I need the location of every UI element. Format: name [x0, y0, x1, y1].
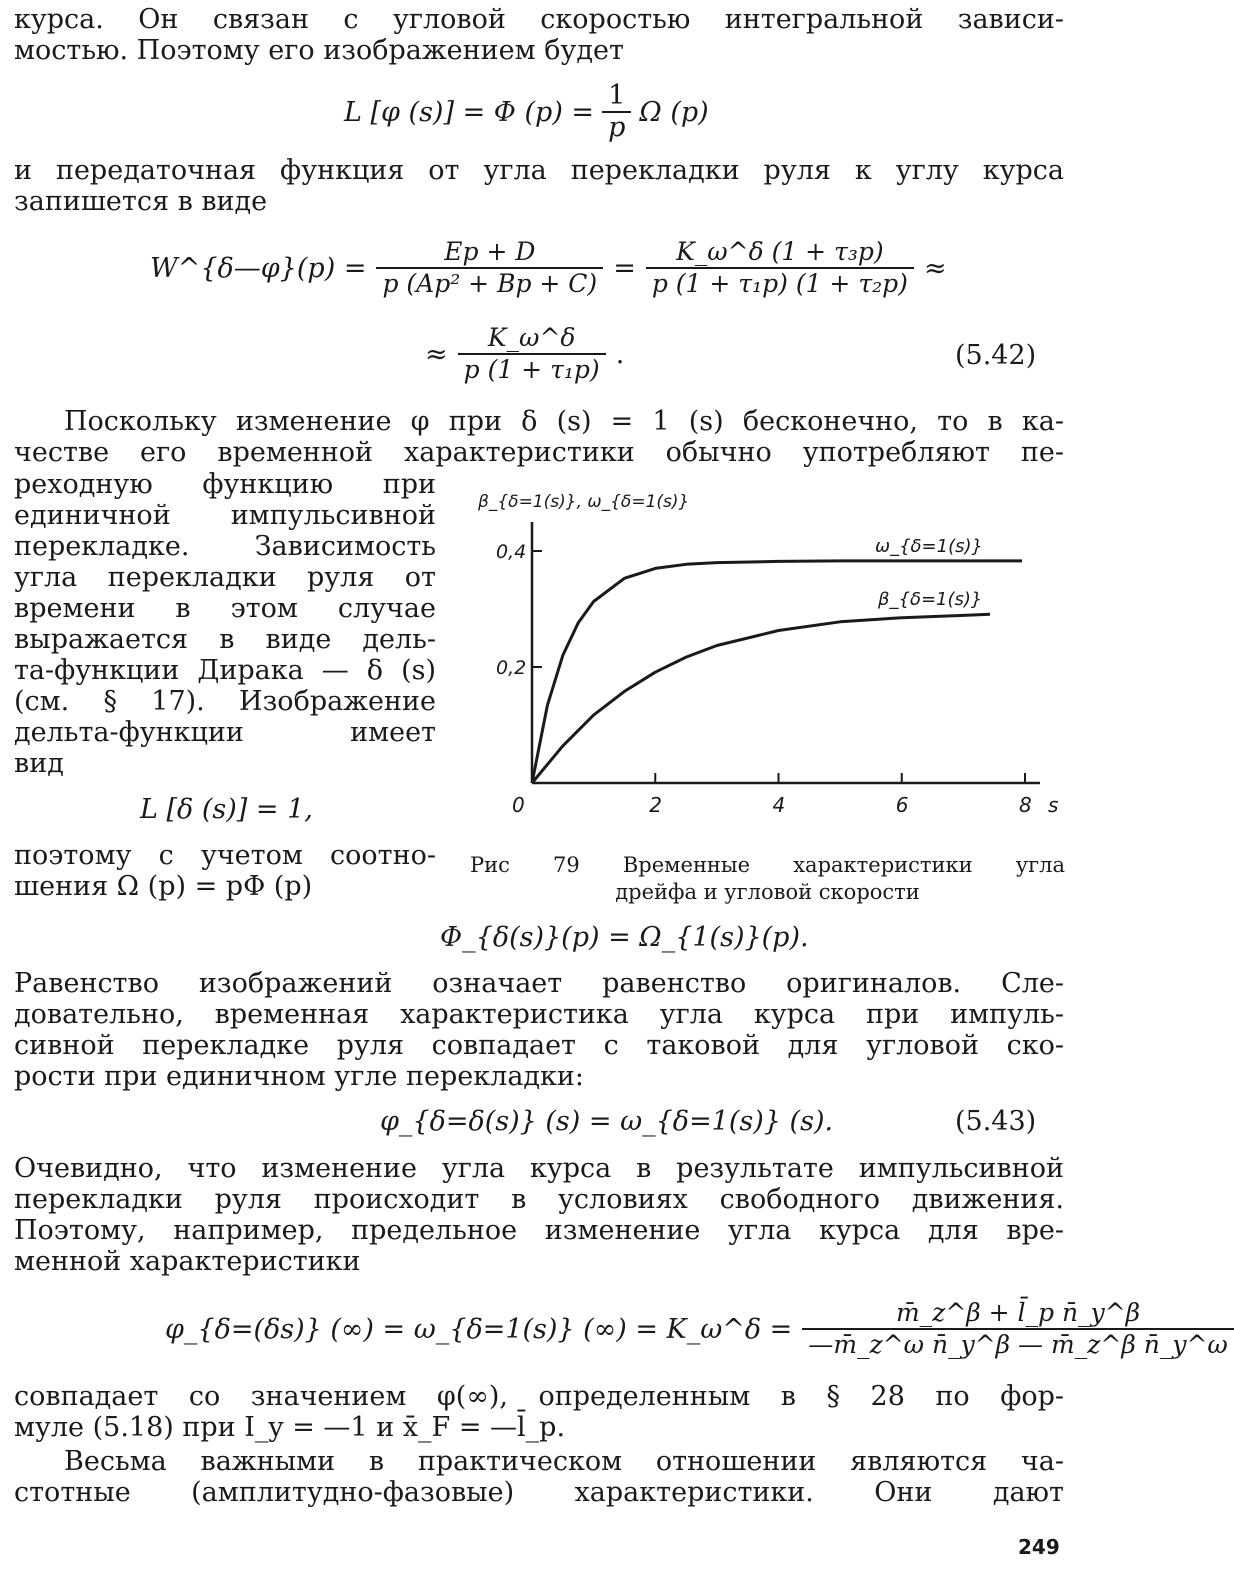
fraction: [646, 237, 914, 299]
x-tick-label: 0: [512, 793, 525, 817]
equation-number: (5.43): [955, 1106, 1037, 1137]
text-line: времени в этом случае: [14, 593, 436, 624]
equation-delta: L [δ (s)] = 1,: [140, 794, 313, 825]
text-line: шения Ω (p) = pΦ (p): [14, 871, 313, 902]
text-line: довательно, временная характеристика угла курса при импуль-: [14, 999, 1064, 1030]
caption-line: дрейфа и угловой скорости: [615, 880, 920, 904]
text-line: менной характеристики: [14, 1246, 361, 1277]
equation-phi: Φ_{δ(s)}(p) = Ω_{1(s)}(p).: [440, 922, 809, 953]
text-line: запишется в виде: [14, 186, 268, 217]
text-line: совпадает со значением φ(∞), определенным в § 28 по фор-: [14, 1381, 1064, 1412]
text-line: Очевидно, что изменение угла курса в результате импульсивной: [14, 1153, 1064, 1184]
text-line: честве его временной характеристики обычно употребляют пе-: [14, 437, 1064, 468]
equation-543: φ_{δ=δ(s)} (s) = ω_{δ=1(s)} (s).: [380, 1106, 834, 1137]
fraction-denominator: p: [608, 112, 626, 143]
fraction: [602, 81, 631, 143]
page-number: 249: [1018, 1535, 1060, 1559]
fraction-numerator: K_ω^δ: [458, 323, 606, 355]
text-line: перекладке. Зависимость: [14, 531, 436, 562]
fraction-numerator: K_ω^δ (1 + τ₃p): [646, 237, 914, 269]
text-line: та-функции Дирака — δ (s): [14, 655, 436, 686]
text-line: курса. Он связан с угловой скоростью интегральной зависи-: [14, 4, 1064, 35]
text-line: вид: [14, 748, 64, 779]
caption-line: Рис 79 Временные характеристики угла: [470, 853, 1065, 877]
equals-sign: =: [613, 252, 636, 284]
series-line: [532, 614, 990, 783]
text-line: угла перекладки руля от: [14, 562, 436, 593]
text-line: перекладки руля происходит в условиях свободного движения.: [14, 1184, 1064, 1215]
fraction-numerator: Ep + D: [376, 237, 603, 269]
fraction-numerator: 1: [602, 81, 631, 113]
text-line: поэтому с учетом соотно-: [14, 840, 436, 871]
text-line: реходную функцию при: [14, 469, 436, 500]
text-line: Поскольку изменение φ при δ (s) = 1 (s) бесконечно, то в ка-: [64, 406, 1064, 437]
text-line: Поэтому, например, предельное изменение угла курса для вре-: [14, 1215, 1064, 1246]
text-line: муле (5.18) при I_y = —1 и x̄_F = —l̄_p.: [14, 1412, 566, 1443]
series-label: β_{δ=1(s)}: [878, 589, 983, 611]
fraction: [802, 1298, 1233, 1360]
text-line: и передаточная функция от угла перекладки руля к углу курса: [14, 155, 1064, 186]
fraction-denominator: —m̄_z^ω n̄_y^β — m̄_z^β n̄_y^ω: [808, 1330, 1228, 1359]
equation-left: L [φ (s)] = Φ (p) =: [344, 96, 595, 128]
text-line: мостью. Поэтому его изображением будет: [14, 35, 624, 66]
equation-limit: [165, 1290, 1234, 1368]
fraction-denominator: p (Ap² + Bp + C): [382, 269, 598, 298]
fraction-denominator: p (1 + τ₁p) (1 + τ₂p): [651, 269, 908, 298]
x-tick-label: 6: [895, 793, 909, 817]
equation-542-line2: [425, 318, 624, 390]
equation-lhs: W^{δ—φ}(p) =: [150, 252, 367, 284]
x-axis-label: s: [1048, 793, 1059, 817]
y-axis-label: β_{δ=1(s)}, ω_{δ=1(s)}: [478, 492, 690, 512]
y-tick-label: 0,4: [496, 541, 527, 563]
time-response-chart: [470, 480, 1065, 825]
period: .: [615, 338, 625, 370]
fraction-numerator: m̄_z^β + l̄_p n̄_y^β: [802, 1298, 1233, 1330]
x-tick-label: 2: [649, 793, 662, 817]
fraction: [458, 323, 606, 385]
approx-sign: ≈: [425, 338, 448, 370]
text-line: Равенство изображений означает равенство оригиналов. Сле-: [14, 968, 1064, 999]
approx-sign: ≈: [923, 252, 947, 284]
equation-number: (5.42): [955, 340, 1037, 371]
equation-laplace: [344, 80, 709, 144]
x-tick-label: 4: [772, 793, 786, 817]
equation-lhs: φ_{δ=(δs)} (∞) = ω_{δ=1(s)} (∞) = K_ω^δ =: [165, 1313, 793, 1345]
series-label: ω_{δ=1(s)}: [875, 535, 983, 557]
text-line: сивной перекладке руля совпадает с таковой для угловой ско-: [14, 1030, 1064, 1061]
text-line: выражается в виде дель-: [14, 624, 436, 655]
y-tick-label: 0,2: [496, 657, 527, 679]
text-line: дельта-функции имеет: [14, 717, 436, 748]
text-line: Весьма важными в практическом отношении являются ча-: [64, 1446, 1064, 1477]
equation-right: Ω (p): [639, 96, 709, 128]
text-line: (см. § 17). Изображение: [14, 686, 436, 717]
equation-542-line1: [150, 232, 947, 304]
fraction-denominator: p (1 + τ₁p): [463, 355, 600, 384]
x-tick-label: 8: [1019, 793, 1032, 817]
figure-caption: [470, 852, 1065, 906]
fraction: [376, 237, 603, 299]
text-line: стотные (амплитудно-фазовые) характеристики. Они дают: [14, 1477, 1064, 1508]
text-line: единичной импульсивной: [14, 500, 436, 531]
text-line: рости при единичном угле перекладки:: [14, 1061, 585, 1092]
